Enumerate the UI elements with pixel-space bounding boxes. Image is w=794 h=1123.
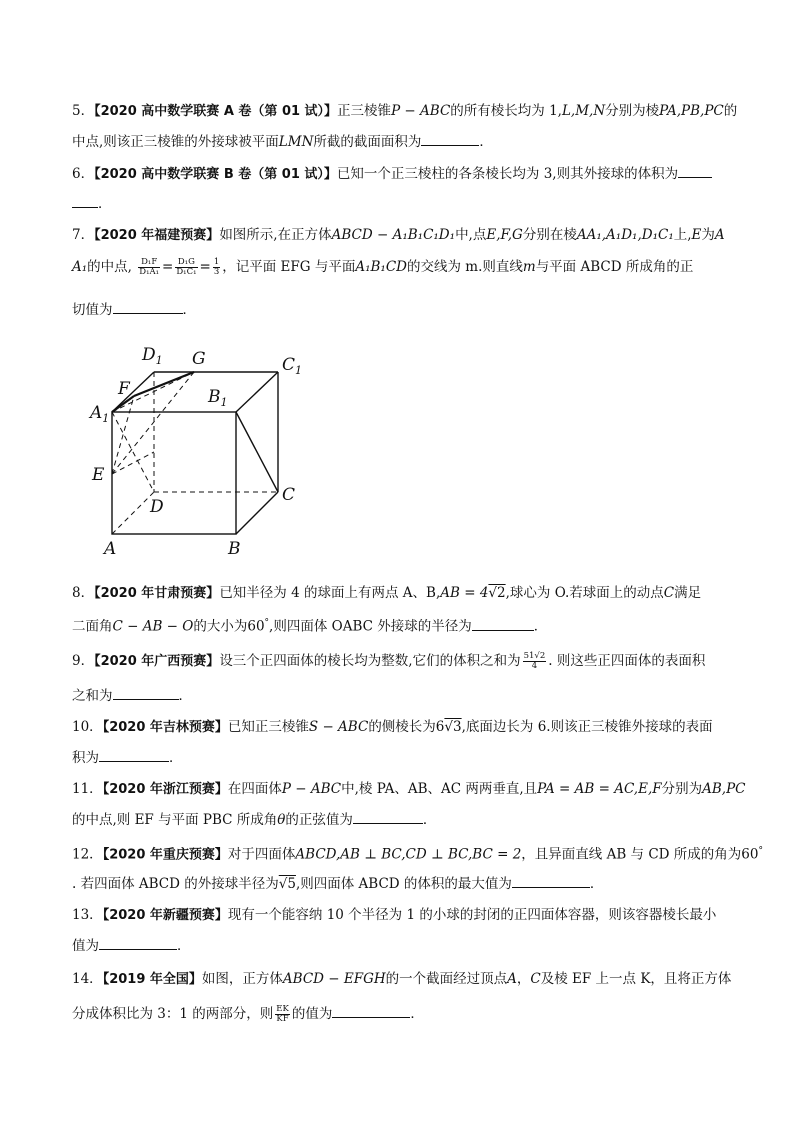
text: 切值为 xyxy=(72,302,113,318)
text: ． xyxy=(98,196,112,212)
text: 的值为 xyxy=(291,1006,333,1022)
math-sqrt: √3 xyxy=(444,719,462,735)
math: P − ABC xyxy=(281,781,342,797)
source-tag: 【2020 年浙江预赛】 xyxy=(102,782,228,797)
text: ． xyxy=(533,618,548,635)
source-tag: 【2020 年广西预赛】 xyxy=(94,654,220,669)
numerator: 1 xyxy=(213,257,220,267)
question-number: 5． xyxy=(72,103,95,119)
question-11-line-1 xyxy=(72,780,745,799)
answer-blank[interactable] xyxy=(678,164,712,178)
question-6-line-1 xyxy=(72,164,712,184)
question-number: 6． xyxy=(72,166,95,182)
segment-f-g xyxy=(134,372,194,396)
question-number: 13． xyxy=(72,907,103,923)
text: 已知一个正三棱柱的各条棱长均为 3,则其外接球的体积为 xyxy=(336,166,679,182)
denominator: D₁A₁ xyxy=(139,267,160,277)
text: 的中点, xyxy=(87,259,132,275)
source-tag: 【2019 年全国】 xyxy=(102,972,202,987)
question-7-line-2 xyxy=(72,258,693,277)
answer-blank[interactable] xyxy=(99,936,177,950)
math: A xyxy=(714,227,725,243)
question-8-line-2 xyxy=(72,614,547,636)
text: 正三棱锥 xyxy=(337,103,392,119)
label-d: D xyxy=(150,497,164,517)
answer-blank[interactable] xyxy=(332,1004,410,1018)
answer-blank[interactable] xyxy=(421,132,479,146)
math: L,M,N xyxy=(561,103,606,119)
answer-blank[interactable] xyxy=(113,300,183,314)
text: 中,棱 PA、AB、AC 两两垂直,且 xyxy=(341,781,538,797)
text: ． xyxy=(422,812,437,828)
text: 及棱 EF 上一点 K，且将正方体 xyxy=(540,971,732,987)
question-number: 11． xyxy=(72,781,103,797)
text: . 则这些正四面体的表面积 xyxy=(548,653,706,669)
math: C xyxy=(530,971,541,987)
question-number: 9． xyxy=(72,653,95,669)
math: ABCD,AB ⊥ BC,CD ⊥ xyxy=(295,846,444,863)
text: ，且异面直线 AB 与 CD 所成的角为60 xyxy=(521,846,759,863)
question-7-line-1 xyxy=(72,226,725,245)
text: 的侧棱长为6 xyxy=(368,719,445,735)
text: ，记平面 EFG 与平面 xyxy=(222,259,356,275)
edge-b-c xyxy=(236,492,278,534)
question-8-line-1 xyxy=(72,584,701,603)
math: θ xyxy=(277,812,286,828)
source-tag: 【2020 高中数学联赛 A 卷（第 01 试）】 xyxy=(94,104,338,119)
fraction xyxy=(175,258,197,277)
text: 积为 xyxy=(72,750,99,766)
math: A₁B₁CD xyxy=(355,259,407,275)
text: 的 xyxy=(723,103,738,119)
text: ,则四面体 OABC 外接球的半径为 xyxy=(269,618,472,635)
text: = xyxy=(199,259,211,275)
text: ． xyxy=(169,750,183,766)
text: 中,点 xyxy=(455,227,487,243)
segment-b1-c xyxy=(236,412,278,492)
text: 如图所示,在正方体 xyxy=(219,227,332,243)
text: 之和为 xyxy=(72,688,113,704)
question-6-line-2 xyxy=(72,194,112,213)
label-c1: $C_1$ xyxy=(282,355,303,377)
text: ． xyxy=(177,938,191,954)
fraction xyxy=(275,1005,290,1024)
math: A xyxy=(507,971,517,987)
text: 与平面 ABCD 所成角的正 xyxy=(535,259,694,275)
denominator: 4 xyxy=(531,661,538,671)
question-10-line-2 xyxy=(72,748,183,767)
question-number: 7． xyxy=(72,227,95,243)
answer-blank[interactable] xyxy=(512,874,590,888)
text: 对于四面体 xyxy=(227,846,296,863)
denominator: D₁C₁ xyxy=(176,267,197,277)
text: 值为 xyxy=(72,938,99,954)
math: S − ABC xyxy=(308,719,369,735)
answer-blank[interactable] xyxy=(113,686,179,700)
text: 分成体积比为 3：1 的两部分，则 xyxy=(72,1006,274,1022)
math: AA₁,A₁D₁,D₁C₁ xyxy=(576,227,674,243)
text: 为 xyxy=(701,227,715,243)
text: 上, xyxy=(673,227,692,243)
denominator: 3 xyxy=(213,267,220,277)
edge-b1-c1 xyxy=(236,372,278,412)
answer-blank[interactable] xyxy=(99,748,169,762)
text: 在四面体 xyxy=(227,781,282,797)
question-14-line-2 xyxy=(72,1004,424,1024)
source-tag: 【2020 高中数学联赛 B 卷（第 01 试）】 xyxy=(94,167,337,182)
fraction xyxy=(138,258,160,277)
math: PA = AB = AC,E,F xyxy=(537,781,662,797)
question-5-line-2 xyxy=(72,132,493,151)
text: 分别为 xyxy=(661,781,703,797)
label-c: C xyxy=(282,485,296,505)
question-number: 12． xyxy=(72,846,103,863)
math: E,F,G xyxy=(486,227,523,243)
source-tag: 【2020 年重庆预赛】 xyxy=(102,847,228,863)
text: 的大小为60 xyxy=(193,618,265,635)
text: 现有一个能容纳 10 个半径为 1 的小球的封闭的正四面体容器，则该容器棱长最小 xyxy=(227,907,717,923)
question-number: 14． xyxy=(72,971,103,987)
text: ， xyxy=(516,971,531,987)
text: 的正弦值为 xyxy=(285,812,353,828)
math: PA,PB,PC xyxy=(659,103,724,119)
question-number: 10． xyxy=(72,719,103,735)
label-e: E xyxy=(92,465,105,485)
hidden-edge-a-d xyxy=(112,492,154,534)
question-14-line-1 xyxy=(72,970,731,989)
math: BC,BC = 2 xyxy=(448,846,522,863)
text: 如图，正方体 xyxy=(201,971,283,987)
text: 的所有棱长均为 1, xyxy=(450,103,562,119)
label-f: F xyxy=(118,379,130,399)
question-10-line-1 xyxy=(72,718,713,737)
front-face xyxy=(112,412,236,534)
math: C − AB − O xyxy=(112,618,194,635)
text: ． xyxy=(182,302,196,318)
question-9-line-1 xyxy=(72,652,705,671)
text: 分别为棱 xyxy=(605,103,660,119)
label-a1: $A_1$ xyxy=(90,403,110,425)
question-5-line-1 xyxy=(72,102,737,121)
fraction xyxy=(213,258,220,277)
text: 分别在棱 xyxy=(522,227,577,243)
numerator: D₁G xyxy=(175,258,197,268)
answer-blank[interactable] xyxy=(472,617,534,631)
text: 已知半径为 4 的球面上有两点 A、B, xyxy=(219,585,441,601)
text: 的中点,则 EF 与平面 PBC 所成角 xyxy=(72,812,278,828)
degree-sign: ° xyxy=(264,618,270,628)
label-g: G xyxy=(192,349,206,369)
text: 的一个截面经过顶点 xyxy=(385,971,508,987)
math: C xyxy=(663,585,675,601)
math: ABCD − EFGH xyxy=(282,971,386,987)
label-b1: $B_1$ xyxy=(208,387,228,409)
source-tag: 【2020 年新疆预赛】 xyxy=(102,908,228,923)
math: AB = 4 xyxy=(440,585,489,601)
numerator: D₁F xyxy=(138,258,160,268)
text: 所截的截面面积为 xyxy=(313,134,422,150)
text: ,球心为 O.若球面上的动点 xyxy=(505,585,664,601)
question-7-line-3 xyxy=(72,300,196,319)
degree-sign: ° xyxy=(758,846,763,856)
question-13-line-1 xyxy=(72,906,716,925)
text: 的交线为 m.则直线 xyxy=(406,259,523,275)
text: 满足 xyxy=(674,585,702,601)
numerator: 51√2 xyxy=(523,651,546,661)
text: 二面角 xyxy=(72,618,113,635)
math-sqrt: √2 xyxy=(488,585,506,601)
answer-blank[interactable] xyxy=(353,810,423,824)
text: ． xyxy=(479,134,493,150)
question-11-line-2 xyxy=(72,810,436,829)
math: A₁ xyxy=(72,259,88,275)
denominator: KF xyxy=(276,1014,289,1024)
question-13-line-2 xyxy=(72,936,191,955)
text: 中点,则该正三棱锥的外接球被平面 xyxy=(72,134,279,150)
label-d1: $D_1$ xyxy=(142,345,163,367)
text: ,底面边长为 6.则该正三棱锥外接球的表面 xyxy=(461,719,713,735)
text: . 若四面体 ABCD 的外接球半径为 xyxy=(72,876,279,892)
math: m xyxy=(522,259,536,275)
label-b: B xyxy=(228,539,241,559)
answer-blank-cont[interactable] xyxy=(72,194,98,208)
fraction xyxy=(523,652,547,671)
text: 已知正三棱锥 xyxy=(227,719,309,735)
text: ,则四面体 ABCD 的体积的最大值为 xyxy=(295,876,512,892)
cube-figure xyxy=(84,340,314,562)
text: ． xyxy=(410,1006,424,1022)
math: E xyxy=(691,227,702,243)
question-12-line-2 xyxy=(72,874,603,893)
segment-e-aux xyxy=(112,452,154,474)
text: = xyxy=(162,259,174,275)
question-12-line-1 xyxy=(72,842,763,865)
segment-e-f xyxy=(112,396,134,474)
source-tag: 【2020 年吉林预赛】 xyxy=(102,720,228,735)
math-sqrt: √5 xyxy=(278,876,296,892)
math: AB,PC xyxy=(702,781,746,797)
text: ． xyxy=(178,688,192,704)
source-tag: 【2020 年福建预赛】 xyxy=(94,228,220,243)
question-number: 8． xyxy=(72,585,95,601)
math: ABCD − A₁B₁C₁D₁ xyxy=(331,227,456,243)
source-tag: 【2020 年甘肃预赛】 xyxy=(94,586,220,601)
label-a: A xyxy=(104,539,117,559)
numerator: EK xyxy=(276,1004,289,1014)
math: LMN xyxy=(278,134,314,150)
math: P − ABC xyxy=(391,103,451,119)
text: 设三个正四面体的棱长均为整数,它们的体积之和为 xyxy=(219,653,521,669)
question-9-line-2 xyxy=(72,686,192,705)
text: ． xyxy=(589,876,604,892)
